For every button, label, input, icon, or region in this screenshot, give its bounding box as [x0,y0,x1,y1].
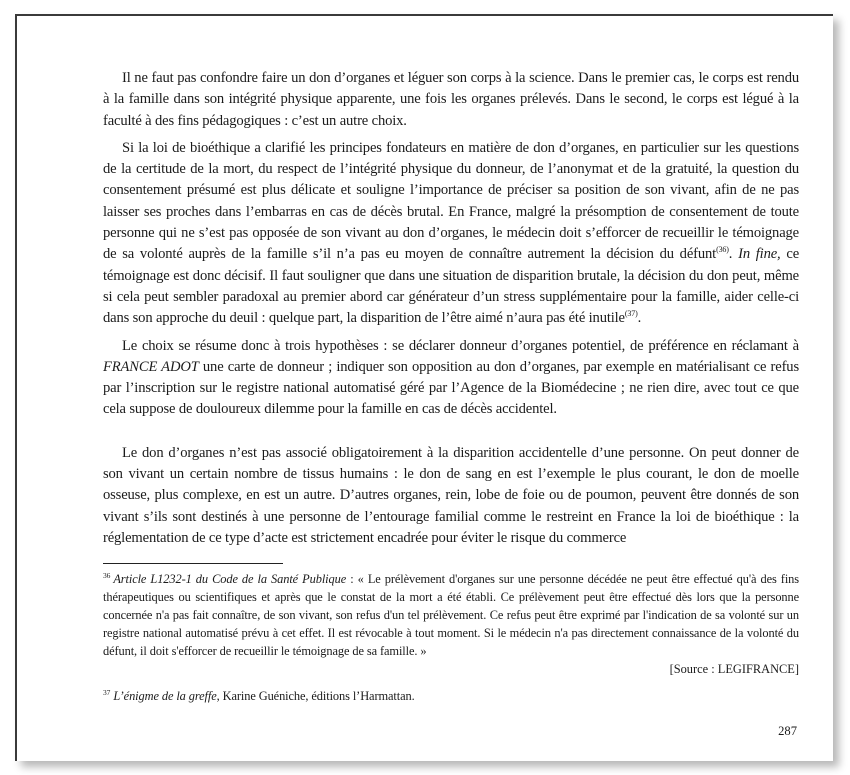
paragraph-2-text-c: ce témoignage est donc décisif. Il faut souligner que dans une situation de disparition brutale, la décision du don peut, même si cela peut sembler paradoxal au premier abord car générateur d’un stress supplémentaire pour la famille, aider celle-ci dans son approche du deuil : quelque part, la disparition de l’être aimé n’aura pas été inutile [103,246,800,327]
footnote-ref-37[interactable]: (37) [624,309,638,319]
paragraph-1: Il ne faut pas confondre faire un don d’organes et léguer son corps à la science. Dans le premier cas, le corps est rendu à la famille dans son intégrité physique apparente, une fois les organes prélevés. Dans le second, le corps est légué à la faculté à des fins pédagogiques : c’est un autre choix. [103,70,799,129]
paragraph-2-text-b: . [728,246,739,263]
paragraph-3-text-a: Le choix se résume donc à trois hypothèses : se déclarer donneur d’organes potentiel, de préférence en réclamant à [122,337,799,354]
footnote-36-text: : « Le prélèvement d'organes sur une personne décédée ne peut être effectué qu'à des fins thérapeutiques ou scientifiques et après que le constat de la mort a été établi. Ce prélèvement peut être effectué dès lors que la personne concernée n'a pas fait connaître, de son vivant, son refus d'un tel prélèvement. Ce refus peut être exprimé par l'indication de sa volonté sur un registre national automatisé prévu à cet effet. Il est révocable à tout moment. Si le médecin n'a pas directement connaissance de la volonté du défunt, il doit s'efforcer de recueillir le témoignage de sa famille. » [103,572,799,659]
paragraph-3-italic: FRANCE ADOT [103,358,199,375]
paragraph-3 [103,336,799,421]
body-text [103,68,799,549]
page-number: 287 [778,724,797,739]
footnote-37 [103,687,799,705]
footnote-ref-36[interactable]: (36) [716,245,729,255]
footnote-36 [103,570,799,660]
paragraph-4: Le don d’organes n’est pas associé obligatoirement à la disparition accidentelle d’une personne. On peut donner de son vivant un certain nombre de tissus humains : le don de sang en est l’exemple le plus courant, le don de moelle osseuse, plus complexe, en est un autre. D’autres organes, rein, lobe de foie ou de poumon, peuvent être donnés de son vivant s’ils sont destinés à une personne de l’entourage familial comme le restreint en France la loi de bioéthique : la réglementation de ce type d’acte est strictement encadrée pour éviter le risque du commerce [103,444,799,546]
book-page [15,14,833,761]
paragraph-2 [103,138,799,330]
page-content [103,68,799,705]
footnote-number: 36 [103,571,111,581]
paragraph-2-text-d: . [637,310,642,327]
footnote-number: 37 [103,688,111,698]
footnote-37-text: , Karine Guéniche, éditions l’Harmattan. [216,689,415,704]
footnote-separator [103,563,283,564]
footnote-37-title: L’énigme de la greffe [113,689,217,704]
footnote-36-source: [Source : LEGIFRANCE] [669,662,799,677]
footnotes [103,570,799,705]
paragraph-2-text-a: Si la loi de bioéthique a clarifié les principes fondateurs en matière de don d’organes, en particulier sur les questions de la certitude de la mort, du respect de l’intégrité physique du donneur, de l’anonymat et de la gratuité, la question du consentement présumé est plus délicate et souligne l’importance de préciser sa position de son vivant, afin de ne pas laisser ses proches dans l’embarras en cas de décès brutal. En France, malgré la présomption de consentement de toute personne qui ne s’est pas opposée de son vivant au don d’organes, le médecin doit s’efforcer de recueillir le témoignage de sa volonté auprès de la famille s’il n’a pas eu moyen de connaître autrement la décision du défunt [103,139,799,263]
footnote-36-title: Article L1232-1 du Code de la Santé Publique [113,572,347,587]
paragraph-3-text-b: une carte de donneur ; indiquer son opposition au don d’organes, par exemple en matérialisant ce refus par l’inscription sur le registre national automatisé géré par l’Agence de la Biomédecine ; ne rien dire, avec tout ce que cela suppose de douloureux dilemme pour la famille en cas de décès accidentel. [103,358,799,418]
paragraph-2-italic: In fine, [738,246,781,263]
